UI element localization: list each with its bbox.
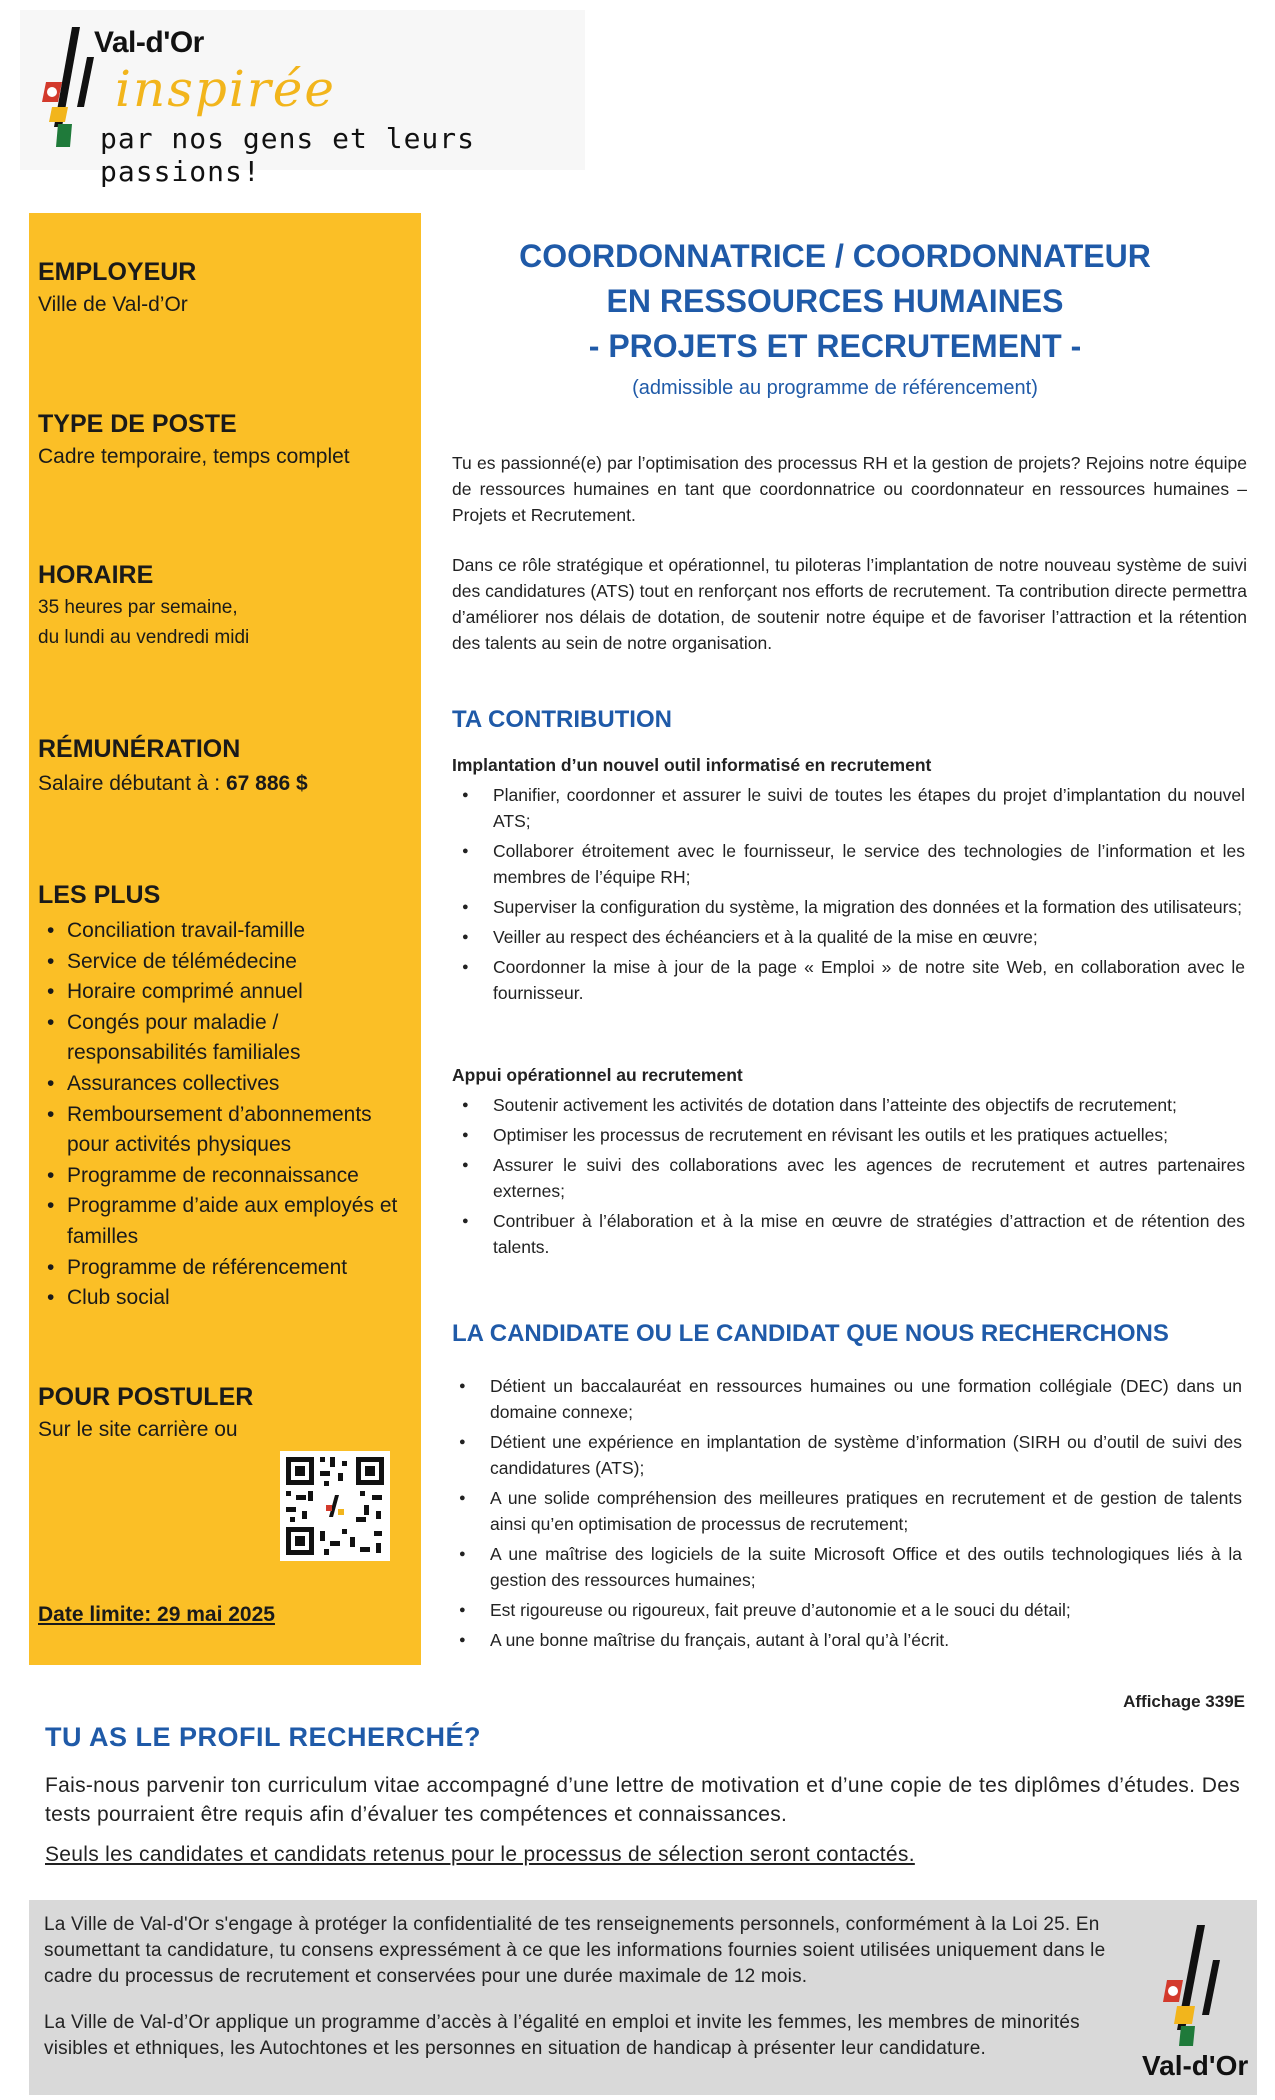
list-item: ● Planifier, coordonner et assurer le suivi de toutes les étapes du projet d’implantation du nouvel ATS; <box>452 782 1245 834</box>
job-title-line-3: - PROJETS ET RECRUTEMENT - <box>588 328 1082 364</box>
job-title-subtitle: (admissible au programme de référencement) <box>632 377 1038 399</box>
perk-item: • Congés pour maladie / responsabilités familiales <box>43 1008 413 1069</box>
list-item: ● A une maîtrise des logiciels de la suite Microsoft Office et des outils technologiques liés à la gestion des ressources humaines; <box>449 1541 1242 1593</box>
job-title-line-2: EN RESSOURCES HUMAINES <box>606 283 1064 319</box>
contribution-heading: TA CONTRIBUTION <box>452 706 672 733</box>
perk-item: • Remboursement d’abonnements pour activités physiques <box>43 1100 413 1161</box>
perks-label: LES PLUS <box>38 881 161 909</box>
list-item: ● Détient un baccalauréat en ressources humaines ou une formation collégiale (DEC) dans un domaine connexe; <box>449 1373 1242 1425</box>
apply-call-heading: TU AS LE PROFIL RECHERCHÉ? <box>45 1722 482 1752</box>
perks-list <box>43 916 413 1314</box>
schedule-line-1: 35 heures par semaine, <box>38 597 238 618</box>
list-item: ● Soutenir activement les activités de dotation dans l’atteinte des objectifs de recrutement; <box>452 1092 1245 1118</box>
list-item: ● A une solide compréhension des meilleures pratiques en recrutement et de gestion de talents ainsi qu’en optimisation de processus de recrutement; <box>449 1485 1242 1537</box>
employer-label: EMPLOYEUR <box>38 258 197 286</box>
perk-item: • Programme de reconnaissance <box>43 1161 413 1192</box>
recruitment-tasks-list <box>452 1092 1245 1264</box>
candidate-heading: LA CANDIDATE OU LE CANDIDAT QUE NOUS RECHERCHONS <box>452 1320 1169 1347</box>
perk-item: • Horaire comprimé annuel <box>43 977 413 1008</box>
candidate-requirements-list <box>449 1373 1242 1657</box>
header-logo <box>20 10 585 188</box>
schedule-line-2: du lundi au vendredi midi <box>38 627 250 648</box>
salary-amount: 67 886 $ <box>225 772 308 795</box>
intro-paragraph-1: Tu es passionné(e) par l’optimisation des processus RH et la gestion de projets? Rejoins notre équipe de ressources humaines en tant que coordonnatrice ou coordonnateur en ressources humaines – Projets et Recrutement. <box>452 453 1247 525</box>
employer-value: Ville de Val-d’Or <box>38 293 188 316</box>
footer-brand-name: Val-d'Or <box>1142 2050 1249 2081</box>
position-type-value: Cadre temporaire, temps complet <box>38 445 350 468</box>
privacy-notice: La Ville de Val-d'Or s'engage à protéger la confidentialité de tes renseignements personnels, conformément à la Loi 25. En soumettant ta candidature, tu consens expressément à ce que les informations fournies soient utilisées uniquement dans le cadre du processus de recrutement et conservées pour une durée maximale de 12 mois. <box>44 1914 1106 1987</box>
intro-paragraph-2: Dans ce rôle stratégique et opérationnel, tu piloteras l’implantation de notre nouveau système de suivi des candidatures (ATS) tout en renforçant nos efforts de recrutement. Ta contribution directe permettra d’améliorer nos délais de dotation, de soutenir notre équipe et de favoriser l’attraction et la rétention des talents au sein de notre organisation. <box>452 555 1247 653</box>
brand-name: Val-d'Or <box>94 26 204 59</box>
list-item: ● Collaborer étroitement avec le fournisseur, le service des technologies de l’information et les membres de l’équipe RH; <box>452 838 1245 890</box>
contribution-subheading-recruitment: Appui opérationnel au recrutement <box>452 1065 743 1085</box>
schedule-label: HORAIRE <box>38 561 154 589</box>
list-item: ● A une bonne maîtrise du français, autant à l’oral qu’à l’écrit. <box>449 1627 1242 1653</box>
brand-slogan-script: inspirée <box>115 60 336 118</box>
list-item: ● Est rigoureuse ou rigoureux, fait preuve d’autonomie et a le souci du détail; <box>449 1597 1242 1623</box>
list-item: ● Veiller au respect des échéanciers et à la qualité de la mise en œuvre; <box>452 924 1245 950</box>
legal-footer <box>29 1900 1257 2095</box>
application-deadline: Date limite: 29 mai 2025 <box>38 1603 275 1626</box>
perk-item: • Programme d’aide aux employés et familles <box>43 1191 413 1252</box>
ats-tasks-list <box>452 782 1245 1010</box>
apply-text: Sur le site carrière ou <box>38 1418 238 1441</box>
apply-instructions: Fais-nous parvenir ton curriculum vitae accompagné d’une lettre de motivation et d’une copie de tes diplômes d’études. Des tests pourraient être requis afin d’évaluer tes compétences et connaissances. <box>45 1774 1240 1826</box>
perk-item: • Assurances collectives <box>43 1069 413 1100</box>
position-type-label: TYPE DE POSTE <box>38 410 237 438</box>
list-item: ● Optimiser les processus de recrutement en révisant les outils et les pratiques actuelles; <box>452 1122 1245 1148</box>
salary-label: RÉMUNÉRATION <box>38 735 241 763</box>
perk-item: • Conciliation travail-famille <box>43 916 413 947</box>
selection-note: Seuls les candidates et candidats retenus pour le processus de sélection seront contactés. <box>45 1843 915 1866</box>
brand-tagline: par nos gens et leurs passions! <box>100 122 476 188</box>
list-item: ● Contribuer à l’élaboration et à la mise en œuvre de stratégies d’attraction et de rétention des talents. <box>452 1208 1245 1260</box>
posting-number: Affichage 339E <box>1123 1692 1245 1711</box>
list-item: ● Détient une expérience en implantation de système d’information (SIRH ou d’outil de suivi des candidatures (ATS); <box>449 1429 1242 1481</box>
salary-prefix: Salaire débutant à : <box>38 772 226 795</box>
job-summary-sidebar <box>29 213 421 1665</box>
perk-item: • Programme de référencement <box>43 1253 413 1284</box>
list-item: ● Assurer le suivi des collaborations avec les agences de recrutement et autres partenaires externes; <box>452 1152 1245 1204</box>
salary-value <box>38 769 308 799</box>
equal-opportunity-notice: La Ville de Val-d’Or applique un programme d’accès à l’égalité en emploi et invite les femmes, les membres de minorités visibles et ethniques, les Autochtones et les personnes en situation de handicap à présenter leur candidature. <box>44 2012 1080 2059</box>
qr-code-icon[interactable] <box>280 1451 390 1561</box>
list-item: ● Superviser la configuration du système, la migration des données et la formation des utilisateurs; <box>452 894 1245 920</box>
job-title-line-1: COORDONNATRICE / COORDONNATEUR <box>519 238 1151 274</box>
perk-item: • Club social <box>43 1283 413 1314</box>
apply-label: POUR POSTULER <box>38 1383 254 1411</box>
contribution-subheading-ats: Implantation d’un nouvel outil informatisé en recrutement <box>452 755 932 775</box>
list-item: ● Coordonner la mise à jour de la page « Emploi » de notre site Web, en collaboration avec le fournisseur. <box>452 954 1245 1006</box>
perk-item: • Service de télémédecine <box>43 947 413 978</box>
